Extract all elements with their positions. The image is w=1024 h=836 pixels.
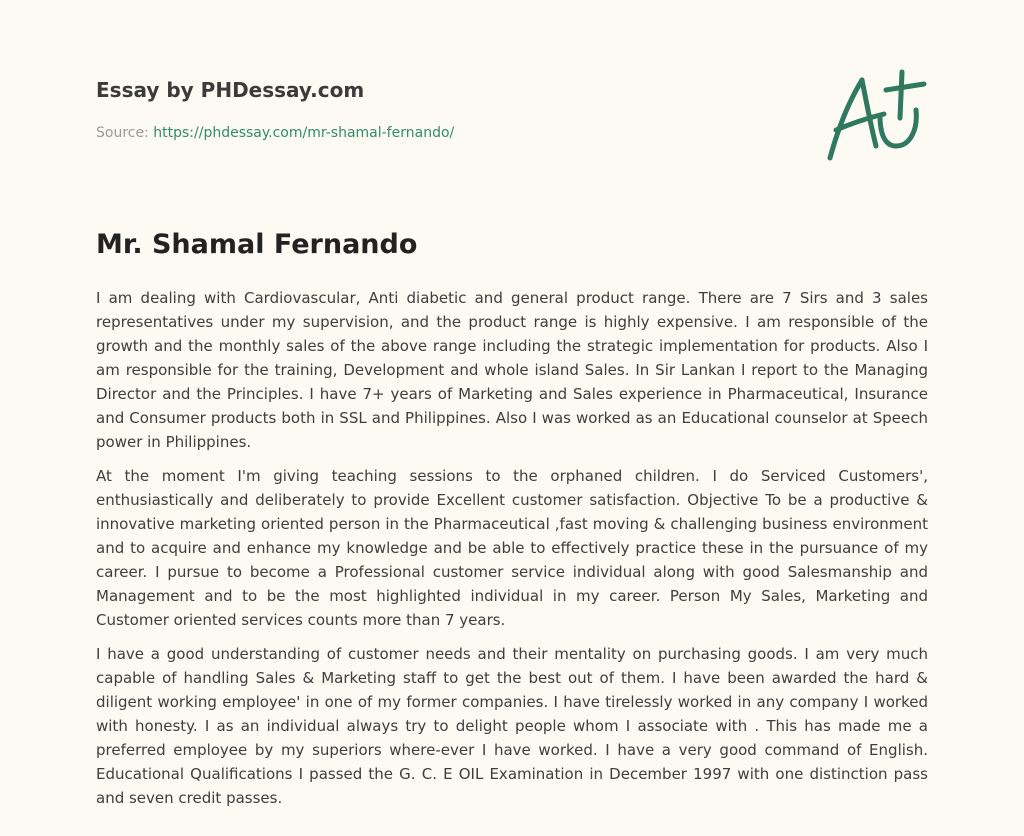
essay-paragraph-3: I have a good understanding of customer needs and their mentality on purchasing goods. I am very much capable of handling Sales & Marketing staff to get the best out of them. I have been awarded the hard & diligent working employee' in one of my former companies. I have tirelessly worked in any company I worked with honesty. I as an individual always try to delight people whom I associate with . This has made me a preferred employee by my superiors where-ever I have worked. I have a very good command of English. Educational Qualifications I passed the G. C. E OIL Examination in December 1997 with one distinction pass and seven credit passes. xyxy=(96,645,928,807)
source-label: Source: xyxy=(96,125,149,141)
source-link[interactable]: https://phdessay.com/mr-shamal-fernando/ xyxy=(153,125,455,141)
site-title: Essay by PHDessay.com xyxy=(96,78,365,102)
essay-title: Mr. Shamal Fernando xyxy=(96,229,418,260)
essay-paragraph-2: At the moment I'm giving teaching sessions to the orphaned children. I do Serviced Customers', enthusiastically and deliberately to provide Excellent customer satisfaction. Objective To be a productive & innovative marketing oriented person in the Pharmaceutical ,fast moving & challenging business environment and to acquire and enhance my knowledge and be able to effectively practice these in the pursuance of my career. I pursue to become a Professional customer service individual along with good Salesmanship and Management and to be the most highlighted individual in my career. Person My Sales, Marketing and Customer oriented services counts more than 7 years. xyxy=(96,467,928,629)
a-plus-logo-icon xyxy=(820,66,930,166)
essay-article xyxy=(96,226,928,820)
essay-paragraph-1: I am dealing with Cardiovascular, Anti diabetic and general product range. There are 7 Sirs and 3 sales representatives under my supervision, and the product range is highly expensive. I am responsible of the growth and the monthly sales of the above range including the strategic implementation for products. Also I am responsible for the training, Development and whole island Sales. In Sir Lankan I report to the Managing Director and the Principles. I have 7+ years of Marketing and Sales experience in Pharmaceutical, Insurance and Consumer products both in SSL and Philippines. Also I was worked as an Educational counselor at Speech power in Philippines. xyxy=(96,289,928,451)
source-line xyxy=(96,124,736,142)
page-header xyxy=(96,76,736,142)
